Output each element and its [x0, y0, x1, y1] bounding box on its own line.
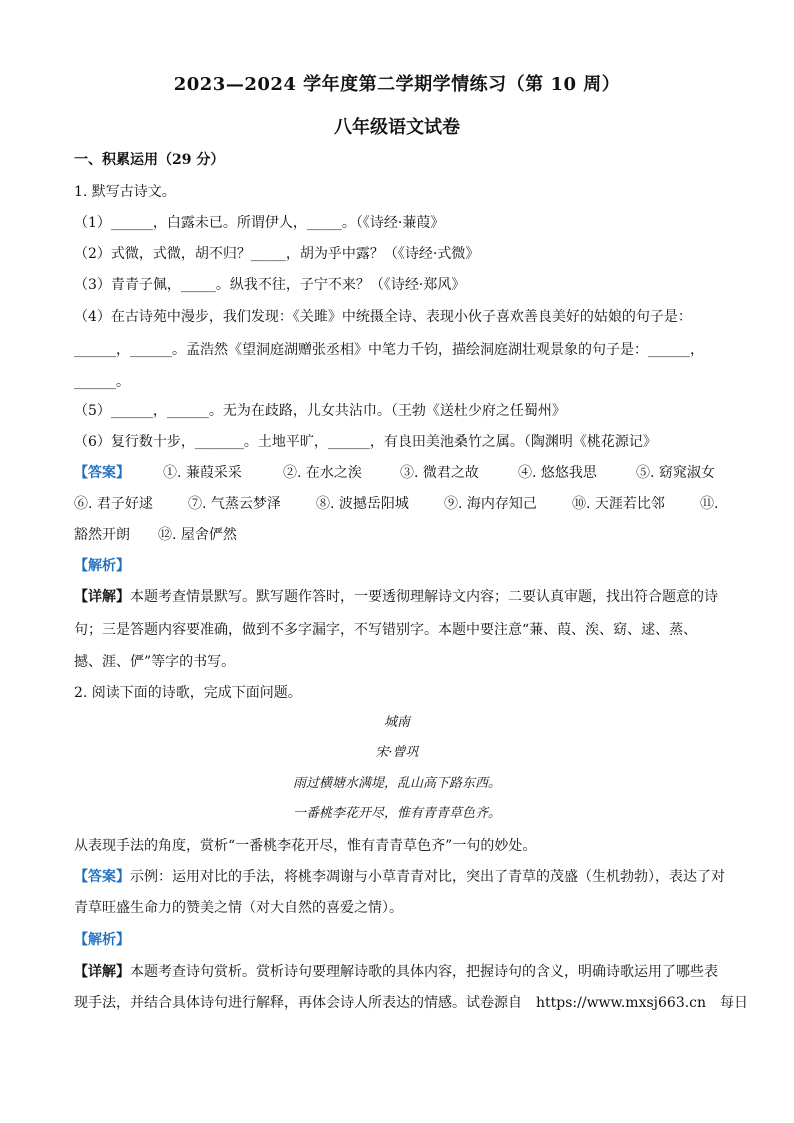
q1-item-5: （5）______，______。无为在歧路，儿女共沾巾。（王勃《送杜少府之任蜀州》	[74, 403, 566, 419]
poem-line-2: 一番桃李花开尽，惟有青青草色齐。	[292, 806, 501, 821]
answer-10: ⑩. 天涯若比邻	[572, 496, 665, 512]
answer-12: ⑫. 屋舍俨然	[158, 527, 237, 543]
answer-1: ①. 蒹葭采采	[163, 465, 242, 481]
q1-detail-2: 句；三是答题内容要准确，做到不多字漏字，不写错别字。本题中要注意“蒹、葭、涘、窈、逑、蒸、	[74, 622, 698, 638]
answer-2: ②. 在水之涘	[283, 465, 362, 481]
answer-9: ⑨. 海内存知己	[444, 496, 537, 512]
exam-title: 2023—2024 学年度第二学期学情练习（第 10 周）	[173, 74, 621, 95]
q1-item-4: （4）在古诗苑中漫步，我们发现：《关雎》中统摄全诗、表现小伙子喜欢善良美好的姑娘的句子是：	[74, 309, 692, 325]
question-2-stem: 2. 阅读下面的诗歌，完成下面问题。	[74, 685, 302, 701]
answer-11: 豁然开朗	[74, 527, 130, 543]
answer-4: ④. 悠悠我思	[518, 465, 597, 481]
poem-line-1: 雨过横塘水满堤，乱山高下路东西。	[292, 776, 501, 791]
question-1-stem: 1. 默写古诗文。	[74, 184, 176, 200]
q1-item-6: （6）复行数十步，_______。土地平旷，______，有良田美池桑竹之属。（陶渊明《桃花源记》	[74, 434, 657, 450]
q1-item-1: （1）______，白露未已。所谓伊人，_____。（《诗经·蒹葭》	[74, 215, 445, 231]
q2-detail-2: 现手法，并结合具体诗句进行解释，再体会诗人所表达的情感。试卷源自 https://www.mxsj663.cn 每日	[74, 995, 749, 1011]
answer-tag: 【答案】	[74, 465, 130, 481]
poem-title: 城南	[383, 715, 410, 730]
section-heading: 一、积累运用（29 分）	[74, 152, 225, 168]
q2-detail-1: 【详解】本题考查诗句赏析。赏析诗句要理解诗歌的具体内容，把握诗句的含义，明确诗歌运用了哪些表	[74, 964, 718, 980]
exam-subtitle: 八年级语文试卷	[334, 117, 460, 138]
q1-item-4-end: ______。	[74, 374, 130, 390]
q1-item-4-cont: ______，______。孟浩然《望洞庭湖赠张丞相》中笔力千钧，描绘洞庭湖壮观景象的句子是：______，	[74, 342, 704, 358]
q1-item-3: （3）青青子佩，_____。纵我不往，子宁不来？（《诗经·郑风》	[74, 277, 466, 293]
q2-answer-2: 青草旺盛生命力的赞美之情（对大自然的喜爱之情）。	[74, 900, 403, 916]
answer-3: ③. 微君之故	[400, 465, 479, 481]
answer-5: ⑤. 窈窕淑女	[636, 465, 715, 481]
analysis-tag: 【解析】	[74, 932, 130, 948]
q2-answer-1: 【答案】示例：运用对比的手法，将桃李凋谢与小草青青对比，突出了青草的茂盛（生机勃勃），表达了对	[74, 869, 725, 885]
answer-6: ⑥. 君子好逑	[74, 496, 153, 512]
analysis-tag: 【解析】	[74, 558, 130, 574]
question-2-prompt: 从表现手法的角度，赏析“一番桃李花开尽，惟有青青草色齐”一句的妙处。	[74, 838, 537, 854]
answer-tag: 【答案】	[74, 869, 130, 885]
answer-8: ⑧. 波撼岳阳城	[316, 496, 409, 512]
q1-item-2: （2）式微，式微，胡不归？_____，胡为乎中露？（《诗经·式微》	[74, 246, 480, 262]
detail-tag: 【详解】	[74, 964, 130, 980]
q1-detail-1: 【详解】本题考查情景默写。默写题作答时，一要透彻理解诗文内容；二要认真审题，找出符合题意的诗	[74, 589, 718, 605]
answer-11-marker: ⑪.	[700, 496, 719, 512]
answer-7: ⑦. 气蒸云梦泽	[188, 496, 281, 512]
detail-tag: 【详解】	[74, 589, 130, 605]
poem-author: 宋·曾巩	[375, 745, 419, 760]
q1-detail-3: 撼、涯、俨”等字的书写。	[74, 654, 236, 670]
